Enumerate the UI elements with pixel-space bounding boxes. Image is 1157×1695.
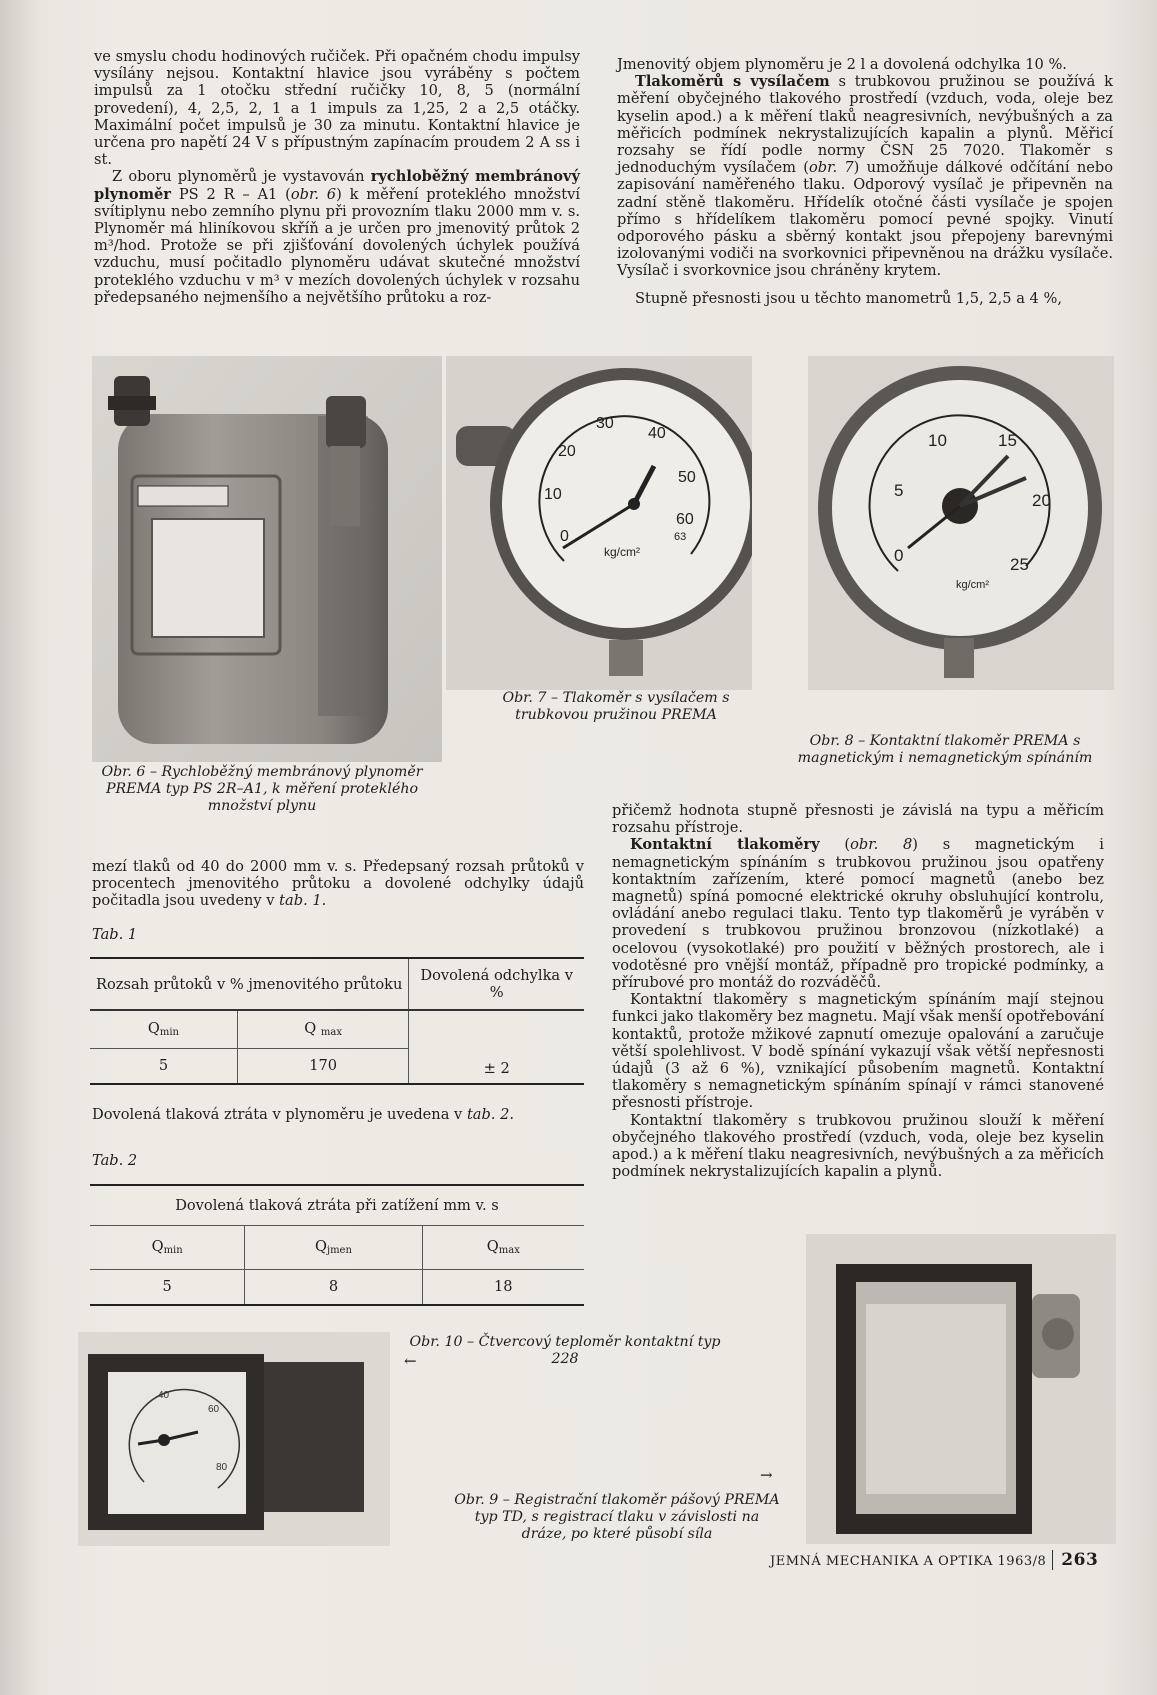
caption-fig9-arrow: → bbox=[760, 1466, 773, 1484]
table-2 bbox=[90, 1184, 584, 1306]
table2-header: Dovolená tlaková ztráta při zatížení mm v. s bbox=[175, 1196, 499, 1214]
gauge8-tick-5: 5 bbox=[894, 481, 904, 500]
page-number: 263 bbox=[1052, 1550, 1098, 1570]
paragraph-nominal-volume: Jmenovitý objem plynoměru je 2 l a dovolená odchylka 10 %. bbox=[617, 56, 1067, 73]
paragraph-accuracy: Stupně přesnosti jsou u těchto manometrů 1,5, 2,5 a 4 %, bbox=[635, 289, 1062, 307]
paragraph-flow-range: mezí tlaků od 40 do 2000 mm v. s. Předepsaný rozsah průtoků v procentech jmenovitého průtoku a dovolené odchylky údajů počitadla jsou uvedeny v tab. 1. bbox=[92, 858, 584, 910]
journal-name: JEMNÁ MECHANIKA A OPTIKA 1963/8 bbox=[770, 1554, 1047, 1569]
paragraph-accuracy-cont: přičemž hodnota stupně přesnosti je závislá na typu a měřicím rozsahu přístroje. bbox=[612, 802, 1104, 837]
table1-qmin-header: $Q_{min}$ bbox=[90, 1010, 237, 1048]
caption-fig10-arrow: ← bbox=[404, 1352, 417, 1370]
table1-header-deviation: Dovolená odchylka v % bbox=[409, 958, 584, 1010]
paragraph-tube-spring: Kontaktní tlakoměry s trubkovou pružinou slouží k měření obyčejného tlakového prostředí (vzduch, voda, oleje bez kyselin apod.) a k měření tlaku neagresivních, nevýbušných a za měřicích podmínek nekrystalizujících kapalin a plynů. bbox=[612, 1111, 1104, 1181]
right-lower-text bbox=[612, 802, 1104, 1180]
paragraph-gas-meter: Z oboru plynoměrů je vystavován rychloběžný membránový plynoměr PS 2 R – A1 (obr. 6) k měření proteklého množství svítiplynu nebo zemního plynu při provozním tlaku 2000 mm v. s. Plynoměr má hliníkovou skříň a je určen pro jmenovitý průtok 2 m³/hod. Protože se při zjišťování dovolených úchylek používá vzduchu, musí počitadlo plynoměru udávat skutečné množství proteklého vzduchu v m³ v mezích dovolených úchylek v rozsahu předepsaného nejmenšího a největšího průtoku a roz- bbox=[94, 168, 580, 306]
caption-fig6: Obr. 6 – Rychloběžný membránový plynoměr PREMA typ PS 2R–A1, k měření proteklého množství plynu bbox=[101, 764, 423, 814]
gauge10-tick-80: 80 bbox=[216, 1462, 228, 1473]
gauge10-tick-40: 40 bbox=[158, 1390, 170, 1401]
gauge7-tick-40: 40 bbox=[648, 425, 666, 442]
gauge8-tick-25: 25 bbox=[1010, 555, 1029, 574]
gauge7-tick-10: 10 bbox=[544, 486, 562, 503]
table1-header-range: Rozsah průtoků v % jmenovitého průtoku bbox=[96, 975, 403, 993]
table1-qmin-value: 5 bbox=[90, 1048, 237, 1084]
gauge10-tick-60: 60 bbox=[208, 1404, 220, 1415]
gauge7-tick-30: 30 bbox=[596, 415, 614, 432]
paragraph-transmitter-gauges: Tlakoměrů s vysílačem s trubkovou pružinou se používá k měření obyčejného tlakového prostředí (vzduch, voda, oleje bez kyselin apod.) a k měření tlaků neagresivních, nevýbušných a za měřicích podmínek nekrystalizujících kapalin a plynů. Měřicí rozsahy se řídí podle normy ČSN 25 7020. Tlakoměr s jednoduchým vysílačem (obr. 7) umožňuje dálkové odčítání nebo zapisování naměřeného tlaku. Odporový vysílač je připevněn na zadní stěně tlakoměru. Hřídelík otočné části vysílače je spojen přímo s hřídelíkem tlakoměru pomocí pevné spojky. Vinutí odporového pásku a sběrný kontakt jsou přepojeny barevnými izolovanými vodiči na svorkovnici připevněnou na drážku vysílače. Vysílač i svorkovnice jsou chráněny krytem. bbox=[617, 73, 1113, 280]
page-footer bbox=[770, 1550, 1098, 1570]
left-column-text bbox=[94, 48, 580, 306]
caption-fig8: Obr. 8 – Kontaktní tlakoměr PREMA s magnetickým i nemagnetickým spínáním bbox=[797, 733, 1093, 766]
table2-qmin-value: 5 bbox=[90, 1269, 245, 1305]
table1-qmax-header: Q $_{max}$ bbox=[237, 1010, 408, 1048]
paragraph-pressure-loss: Dovolená tlaková ztráta v plynoměru je uvedena v tab. 2. bbox=[92, 1106, 515, 1123]
photo-pressure-gauge-transmitter bbox=[446, 356, 752, 690]
table1-deviation-value: ± 2 bbox=[409, 1010, 584, 1084]
caption-fig7: Obr. 7 – Tlakoměr s vysílačem s trubkovou pružinou PREMA bbox=[502, 690, 730, 723]
gauge7-max-mark: 63 bbox=[674, 531, 687, 543]
table2-qjmen-header: $Q_{jmen}$ bbox=[245, 1225, 422, 1269]
photo-gas-meter bbox=[92, 356, 442, 762]
caption-fig10: Obr. 10 – Čtvercový teploměr kontaktní typ 228 bbox=[409, 1334, 721, 1367]
table2-qmin-header: $Q_{min}$ bbox=[90, 1225, 245, 1269]
table1-qmax-value: 170 bbox=[237, 1048, 408, 1084]
gauge7-tick-0: 0 bbox=[560, 528, 569, 545]
mid-left-text bbox=[92, 858, 584, 910]
mid-left-text-2 bbox=[92, 1106, 584, 1123]
gauge8-tick-20: 20 bbox=[1032, 491, 1051, 510]
right-column-text bbox=[617, 56, 1113, 307]
paragraph-impulses: ve smyslu chodu hodinových ručiček. Při opačném chodu impulsy vysílány nejsou. Kontaktní hlavice jsou vyráběny s počtem impulsů za 1 otočku střední ručičky 10, 8, 5 (normální provedení), 4, 2,5, 2, 1 a 1 impuls za 1,25, 2 a 2,5 otáčky. Maximální počet impulsů je 30 za minutu. Kontaktní hlavice je určena pro napětí 24 V s přípustným zapínacím proudem 2 A ss i st. bbox=[94, 48, 580, 169]
gauge8-tick-10: 10 bbox=[928, 431, 947, 450]
table-1 bbox=[90, 957, 584, 1085]
gauge8-tick-0: 0 bbox=[894, 546, 904, 565]
gauge7-unit: kg/cm² bbox=[604, 545, 640, 559]
gauge8-tick-15: 15 bbox=[998, 431, 1017, 450]
paragraph-contact-gauges: Kontaktní tlakoměry (obr. 8) s magnetickým i nemagnetickým spínáním s trubkovou pružinou jsou opatřeny kontaktním zařízením, které pomocí magnetů (anebo bez magnetů) spíná pomocné elektrické okruhy obsluhující kontrolu, ovládání anebo regulaci tlaku. Tento typ tlakoměrů je vyráběn v provedení s trubkovou pružinou bronzovou (nízkotlaké) a ocelovou (vysokotlaké) pro použití v běžných prostorech, ale i vodotěsné pro vnější montáž, případně pro tropické podmínky, a přírubové pro montáž do rozváděčů. bbox=[612, 836, 1104, 992]
table2-label: Tab. 2 bbox=[92, 1152, 138, 1169]
photo-contact-gauge bbox=[808, 356, 1114, 690]
table2-qjmen-value: 8 bbox=[245, 1269, 422, 1305]
paragraph-magnetic-switching: Kontaktní tlakoměry s magnetickým spínáním mají stejnou funkci jako tlakoměry bez magnetu. Mají však menší opotřebování kontaktů, protože mžikové zapnutí omezuje opalování a zaručuje větší spolehlivost. V bodě spínání vykazují však větší nepřesnosti údajů (3 až 6 %), vznikající působením magnetů. Kontaktní tlakoměry s nemagnetickým spínáním spínají v rámci stanovené přesnosti přístroje. bbox=[612, 991, 1104, 1112]
gauge7-tick-60: 60 bbox=[676, 511, 694, 528]
gauge8-unit: kg/cm² bbox=[956, 579, 989, 591]
gauge7-tick-50: 50 bbox=[678, 469, 696, 486]
photo-strip-recorder bbox=[806, 1234, 1116, 1544]
table1-label: Tab. 1 bbox=[92, 926, 138, 943]
caption-fig9: Obr. 9 – Registrační tlakoměr pášový PREMA typ TD, s registrací tlaku v závislosti na dráze, po které působí síla bbox=[454, 1492, 780, 1542]
photo-square-thermometer bbox=[78, 1332, 390, 1546]
table2-qmax-header: $Q_{max}$ bbox=[422, 1225, 584, 1269]
table2-qmax-value: 18 bbox=[422, 1269, 584, 1305]
gauge7-tick-20: 20 bbox=[558, 443, 576, 460]
